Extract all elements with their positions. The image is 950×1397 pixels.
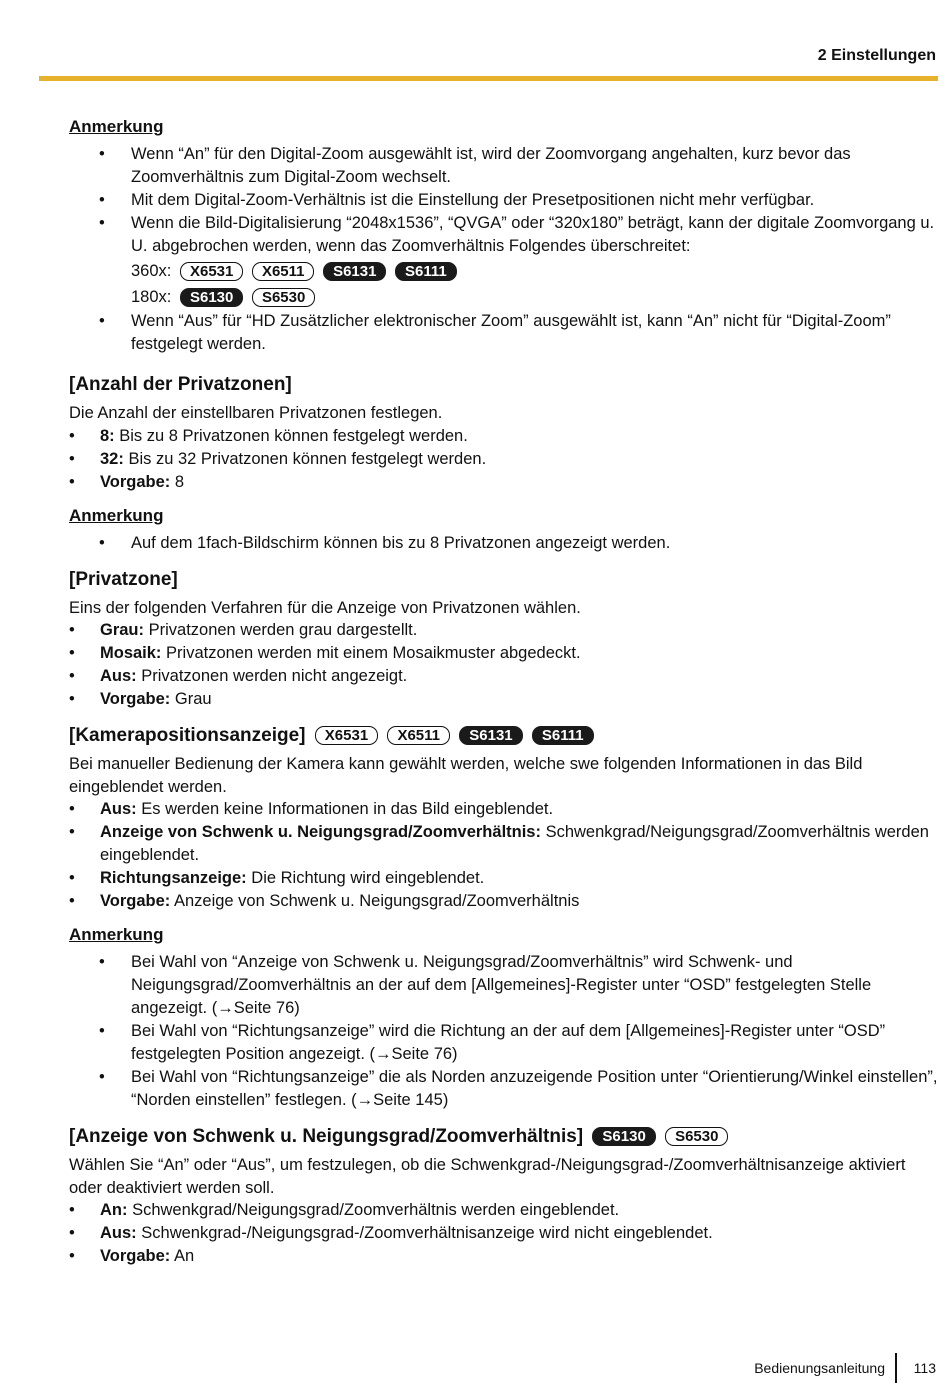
note-list [69, 951, 938, 1112]
model-badge: S6131 [459, 726, 522, 745]
model-badge: X6531 [180, 262, 243, 281]
note-item: • Bei Wahl von “Richtungsanzeige” die als Norden anzuzeigende Position unter “Orientierung/Winkel einstellen”, “Norden einstellen” festlegen. (→Seite 145) [69, 1066, 938, 1112]
item-text: Grau [170, 690, 212, 708]
item-term: Vorgabe: [100, 472, 171, 491]
heading-text: [Anzeige von Schwenk u. Neigungsgrad/Zoomverhältnis] [69, 1126, 584, 1147]
model-badge: X6511 [252, 262, 315, 281]
list-item [69, 1199, 938, 1222]
model-badge: X6511 [387, 726, 450, 745]
model-badge: S6130 [592, 1127, 655, 1146]
list-item [69, 448, 938, 471]
zoom-180-label: 180x: [131, 288, 172, 306]
model-badge: S6131 [323, 262, 386, 281]
item-term: Aus: [100, 667, 137, 685]
note-item: • Wenn “Aus” für “HD Zusätzlicher elektronischer Zoom” ausgewählt ist, kann “An” nicht für “Digital-Zoom” festgelegt werden. [69, 310, 938, 356]
pan-tilt-intro: Wählen Sie “An” oder “Aus”, um festzulegen, ob die Schwenkgrad-/Neigungsgrad-/Zoomverhältnisanzeige aktiviert oder deaktiviert werden soll. [69, 1156, 906, 1197]
model-badge: S6130 [180, 288, 243, 307]
item-text: Schwenkgrad/Neigungsgrad/Zoomverhältnis werden eingeblendet. [100, 823, 929, 864]
item-text: Privatzonen werden grau dargestellt. [144, 621, 418, 639]
list-item [69, 665, 938, 688]
note-item: • Wenn “An” für den Digital-Zoom ausgewählt ist, wird der Zoomvorgang angehalten, kurz bevor das Zoomverhältnis zum Digital-Zoom wechselt. [69, 143, 938, 189]
item-text: Anzeige von Schwenk u. Neigungsgrad/Zoomverhältnis [170, 892, 580, 910]
page-content [69, 117, 938, 1268]
item-term: Mosaik: [100, 644, 162, 662]
note-item: • Mit dem Digital-Zoom-Verhältnis ist die Einstellung der Presetpositionen nicht mehr verfügbar. [69, 189, 938, 212]
list-item [69, 890, 938, 913]
item-text: An [170, 1247, 195, 1265]
item-term: 8: [100, 426, 115, 445]
section-title: 2 Einstellungen [817, 47, 936, 64]
heading-text: [Kamerapositionsanzeige] [69, 725, 306, 746]
privacy-count-intro: Die Anzahl der einstellbaren Privatzonen festlegen. [69, 404, 443, 422]
footer-divider [895, 1353, 897, 1383]
footer-label: Bedienungsanleitung [754, 1360, 885, 1376]
list-item [69, 619, 938, 642]
page-number: 113 [913, 1360, 936, 1376]
item-text: 8 [170, 472, 185, 491]
model-badge: S6111 [395, 262, 457, 281]
heading-privacy-zone: [Privatzone] [69, 568, 178, 590]
item-term: Grau: [100, 621, 145, 639]
privacy-zone-list [69, 619, 938, 711]
item-term: Vorgabe: [100, 892, 171, 910]
heading-camera-position [69, 723, 938, 749]
privacy-zone-intro: Eins der folgenden Verfahren für die Anzeige von Privatzonen wählen. [69, 598, 581, 617]
item-term: Vorgabe: [100, 1247, 171, 1265]
item-term: An: [100, 1201, 128, 1219]
list-item [69, 821, 938, 867]
model-badge: S6530 [665, 1127, 728, 1146]
item-term: Aus: [100, 800, 137, 818]
model-badge: S6111 [532, 726, 594, 745]
item-text: Schwenkgrad-/Neigungsgrad-/Zoomverhältnisanzeige wird nicht eingeblendet. [136, 1224, 713, 1242]
item-text: Privatzonen werden nicht angezeigt. [136, 667, 408, 685]
item-text: Privatzonen werden mit einem Mosaikmuster abgedeckt. [161, 644, 581, 662]
list-item [69, 1245, 938, 1268]
heading-pan-tilt [69, 1124, 938, 1150]
note-list [69, 532, 938, 555]
item-term: Aus: [100, 1224, 137, 1242]
zoom-360-row [69, 258, 938, 284]
item-term: Vorgabe: [100, 690, 171, 708]
camera-position-list [69, 798, 938, 913]
header-rule [39, 76, 938, 81]
model-badge: X6531 [315, 726, 378, 745]
note-label: Anmerkung [69, 505, 164, 525]
privacy-count-list [69, 425, 938, 494]
note-item: • Wenn die Bild-Digitalisierung “2048x1536”, “QVGA” oder “320x180” beträgt, kann der digitale Zoomvorgang u. U. abgebrochen werden, wenn das Zoomverhältnis Folgendes überschreitet: [69, 212, 938, 258]
note-label: Anmerkung [69, 117, 164, 136]
note-item: • Bei Wahl von “Richtungsanzeige” wird die Richtung an der auf dem [Allgemeines]-Register unter “OSD” festgelegten Position angezeigt. (→Seite 76) [69, 1020, 938, 1066]
item-term: 32: [100, 449, 124, 468]
item-text: Schwenkgrad/Neigungsgrad/Zoomverhältnis werden eingeblendet. [127, 1201, 620, 1219]
item-term: Anzeige von Schwenk u. Neigungsgrad/Zoomverhältnis: [100, 823, 541, 841]
item-text: Bis zu 32 Privatzonen können festgelegt werden. [123, 449, 487, 468]
note-label: Anmerkung [69, 925, 164, 944]
note-list [69, 310, 938, 356]
list-item [69, 642, 938, 665]
list-item [69, 471, 938, 494]
item-text: Bis zu 8 Privatzonen können festgelegt werden. [114, 426, 468, 445]
list-item [69, 867, 938, 890]
model-badge: S6530 [252, 288, 315, 307]
note-list [69, 143, 938, 258]
pan-tilt-list [69, 1199, 938, 1268]
item-term: Richtungsanzeige: [100, 869, 247, 887]
zoom-180-row [69, 284, 938, 310]
note-item: • Auf dem 1fach-Bildschirm können bis zu 8 Privatzonen angezeigt werden. [69, 532, 938, 555]
camera-position-intro: Bei manueller Bedienung der Kamera kann gewählt werden, welche swe folgenden Informationen in das Bild eingeblendet werden. [69, 755, 863, 796]
list-item [69, 425, 938, 448]
list-item [69, 688, 938, 711]
heading-privacy-count: [Anzahl der Privatzonen] [69, 374, 292, 395]
note-item: • Bei Wahl von “Anzeige von Schwenk u. Neigungsgrad/Zoomverhältnis” wird Schwenk- und Neigungsgrad/Zoomverhältnis an der auf dem [Allgemeines]-Register unter “OSD” festgelegten Stelle angezeigt. (→Seite 76) [69, 951, 938, 1020]
list-item [69, 1222, 938, 1245]
item-text: Die Richtung wird eingeblendet. [246, 869, 485, 887]
list-item [69, 798, 938, 821]
zoom-360-label: 360x: [131, 262, 172, 280]
item-text: Es werden keine Informationen in das Bild eingeblendet. [136, 800, 554, 818]
